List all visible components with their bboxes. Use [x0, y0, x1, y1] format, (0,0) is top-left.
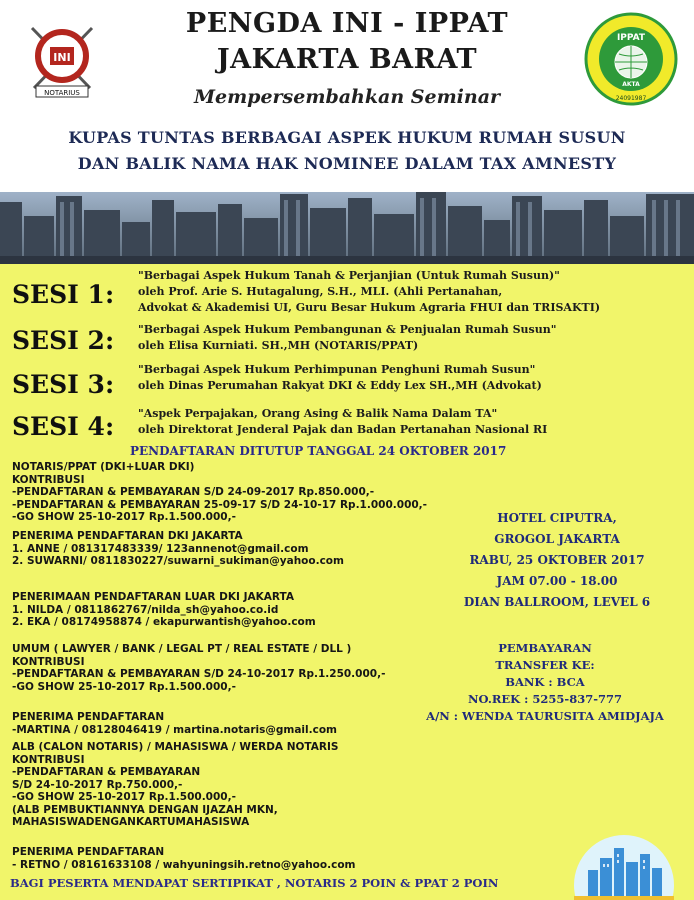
- registrar-contact: 2. EKA / 08174958874 / ekapurwantish@yahoo.com: [12, 616, 316, 628]
- alb-contribution: [12, 741, 338, 829]
- topic-line-2: DAN BALIK NAMA HAK NOMINEE DALAM TAX AMNESTY: [77, 154, 617, 173]
- payment-line: BANK : BCA: [505, 675, 585, 689]
- registrar-contact: - RETNO / 08161633108 / wahyuningsih.retno@yahoo.com: [12, 858, 356, 871]
- payment-line: A/N : WENDA TAURUSITA AMIDJAJA: [426, 709, 664, 723]
- header: [0, 0, 694, 192]
- svg-text:NOTARIUS: NOTARIUS: [44, 89, 80, 97]
- info-line: ALB (CALON NOTARIS) / MAHASISWA / WERDA NOTARIS: [12, 741, 339, 753]
- info-line: KONTRIBUSI: [12, 753, 85, 766]
- info-line: KONTRIBUSI: [12, 655, 85, 668]
- city-illustration-icon: [574, 830, 674, 900]
- subtitle: Mempersembahkan Seminar: [193, 86, 501, 108]
- notaris-contribution: [12, 461, 427, 524]
- ippat-logo: [584, 12, 678, 106]
- session-1-label: SESI 1:: [12, 280, 115, 309]
- venue-line: GROGOL JAKARTA: [494, 532, 620, 546]
- session-3-line: "Berbagai Aspek Hukum Perhimpunan Penghuni Rumah Susun": [138, 363, 536, 376]
- venue-line: DIAN BALLROOM, LEVEL 6: [463, 595, 651, 609]
- umum-registrar: [12, 711, 337, 736]
- session-4-label: SESI 4:: [12, 412, 115, 441]
- session-4-text: [138, 406, 547, 438]
- svg-text:24091987: 24091987: [615, 95, 647, 102]
- info-line: (ALB PEMBUKTIANNYA DENGAN IJAZAH MKN,: [12, 803, 278, 816]
- registrar-contact: -MARTINA / 08128046419 / martina.notaris@gmail.com: [12, 723, 337, 736]
- venue-line: HOTEL CIPUTRA,: [497, 511, 617, 525]
- payment-line: PEMBAYARAN: [498, 641, 592, 655]
- session-3-text: [138, 362, 542, 394]
- info-line: -GO SHOW 25-10-2017 Rp.1.500.000,-: [12, 511, 236, 523]
- info-line: S/D 24-10-2017 Rp.750.000,-: [12, 778, 183, 791]
- info-line: MAHASISWADENGANKARTUMAHASISWA: [12, 816, 250, 828]
- payment-line: NO.REK : 5255-837-777: [468, 692, 622, 706]
- session-4-line: oleh Direktorat Jenderal Pajak dan Badan Pertanahan Nasional RI: [138, 423, 548, 436]
- info-line: KONTRIBUSI: [12, 473, 85, 486]
- topic-line-1: KUPAS TUNTAS BERBAGAI ASPEK HUKUM RUMAH SUSUN: [68, 128, 626, 147]
- session-1-line: "Berbagai Aspek Hukum Tanah & Perjanjian (Untuk Rumah Susun)": [138, 269, 560, 282]
- certificate-note: BAGI PESERTA MENDAPAT SERTIPIKAT , NOTARIS 2 POIN & PPAT 2 POIN: [10, 876, 499, 890]
- venue-info: [420, 508, 694, 613]
- session-3-label: SESI 3:: [12, 370, 115, 399]
- svg-text:IPPAT: IPPAT: [616, 33, 646, 43]
- city-skyline-banner: [0, 192, 694, 264]
- info-line: UMUM ( LAWYER / BANK / LEGAL PT / REAL ESTATE / DLL ): [12, 643, 352, 655]
- session-2-line: oleh Elisa Kurniati. SH.,MH (NOTARIS/PPAT): [138, 339, 419, 352]
- svg-text:INI: INI: [53, 51, 71, 64]
- ini-notarius-logo: [26, 18, 98, 100]
- session-4-line: "Aspek Perpajakan, Orang Asing & Balik Nama Dalam TA": [138, 407, 498, 420]
- registration-deadline: PENDAFTARAN DITUTUP TANGGAL 24 OKTOBER 2017: [130, 444, 507, 458]
- luar-dki-registrars: [12, 591, 316, 629]
- info-line: -PENDAFTARAN & PEMBAYARAN: [12, 766, 201, 778]
- payment-info: [396, 640, 694, 725]
- info-heading: PENERIMA PENDAFTARAN: [12, 711, 165, 723]
- registrar-contact: 1. ANNE / 081317483339/ 123annenot@gmail.com: [12, 542, 309, 555]
- registrar-contact: 2. SUWARNI/ 0811830227/suwarni_sukiman@yahoo.com: [12, 555, 344, 567]
- registrar-contact: 1. NILDA / 0811862767/nilda_sh@yahoo.co.id: [12, 603, 279, 616]
- info-line: -PENDAFTARAN & PEMBAYARAN S/D 24-10-2017 Rp.1.250.000,-: [12, 668, 386, 680]
- session-1-text: [138, 268, 600, 316]
- info-heading: PENERIMA PENDAFTARAN: [12, 846, 165, 858]
- info-line: -GO SHOW 25-10-2017 Rp.1.500.000,-: [12, 791, 236, 803]
- venue-line: RABU, 25 OKTOBER 2017: [469, 553, 645, 567]
- title-line-2: JAKARTA BARAT: [216, 44, 478, 75]
- alb-registrar: [12, 846, 355, 871]
- session-1-line: oleh Prof. Arie S. Hutagalung, S.H., MLI. (Ahli Pertanahan,: [138, 285, 503, 298]
- info-line: -PENDAFTARAN & PEMBAYARAN S/D 24-09-2017 Rp.850.000,-: [12, 486, 375, 498]
- info-heading: PENERIMA PENDAFTARAN DKI JAKARTA: [12, 530, 243, 542]
- session-2-text: [138, 322, 556, 354]
- umum-contribution: [12, 643, 385, 693]
- venue-line: JAM 07.00 - 18.00: [496, 574, 618, 588]
- session-1-line: Advokat & Akademisi UI, Guru Besar Hukum Agraria FHUI dan TRISAKTI): [138, 301, 601, 314]
- title-line-1: PENGDA INI - IPPAT: [185, 8, 509, 39]
- session-2-line: "Berbagai Aspek Hukum Pembangunan & Penjualan Rumah Susun": [138, 323, 557, 336]
- info-line: NOTARIS/PPAT (DKI+LUAR DKI): [12, 461, 195, 473]
- session-3-line: oleh Dinas Perumahan Rakyat DKI & Eddy Lex SH.,MH (Advokat): [138, 379, 542, 392]
- info-heading: PENERIMAAN PENDAFTARAN LUAR DKI JAKARTA: [12, 591, 294, 603]
- dki-registrars: [12, 530, 344, 568]
- payment-line: TRANSFER KE:: [495, 658, 595, 672]
- svg-text:AKTA: AKTA: [622, 81, 640, 88]
- info-line: -GO SHOW 25-10-2017 Rp.1.500.000,-: [12, 680, 236, 693]
- session-2-label: SESI 2:: [12, 326, 115, 355]
- info-line: -PENDAFTARAN & PEMBAYARAN 25-09-17 S/D 24-10-17 Rp.1.000.000,-: [12, 498, 428, 511]
